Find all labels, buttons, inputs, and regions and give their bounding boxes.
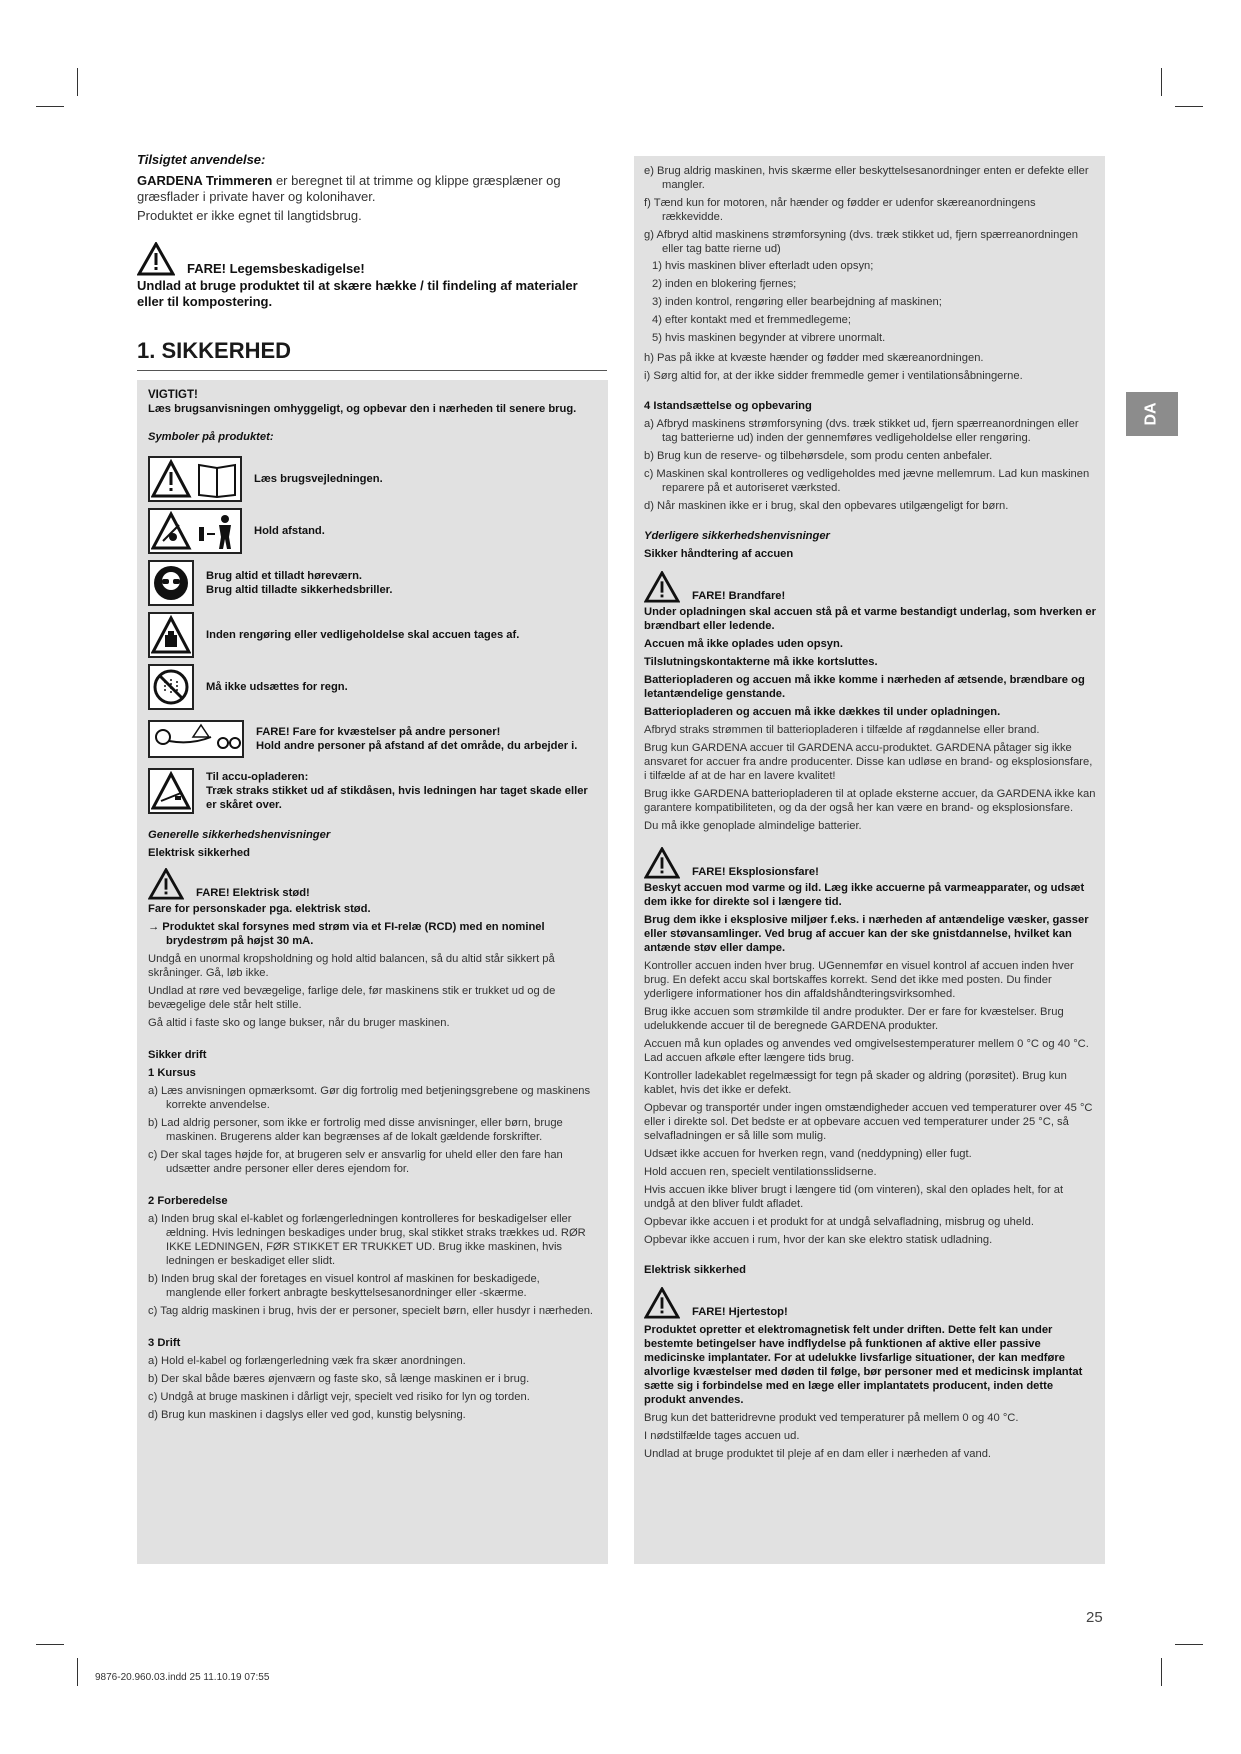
warning-icon xyxy=(137,242,175,276)
not-for-long-use: Produktet er ikke egnet til langtidsbrug. xyxy=(137,208,362,223)
electrical-safety-heading: Elektrisk sikkerhed xyxy=(148,847,250,859)
remove-battery-icon xyxy=(148,612,194,658)
warning-icon xyxy=(644,1287,680,1319)
symbol-text: FARE! Fare for kvæstelser på andre personer! Hold andre personer på afstand af det område, du arbejder i. xyxy=(256,726,578,752)
paragraph: Kontroller ladekablet regelmæssigt for tegn på skader og aldring (porøsitet). Brug kun kablet, hvis det ikke er defekt. xyxy=(644,1070,1067,1096)
bold-paragraph: Batteriopladeren og accuen må ikke dækkes til under opladningen. xyxy=(644,706,1001,718)
crop-mark xyxy=(1161,68,1162,96)
sub-item: 2) inden en blokering fjernes; xyxy=(652,278,797,290)
fire-danger xyxy=(644,571,1096,603)
paragraph: Opbevar og transportér under ingen omstændigheder accuen ved temperaturer over 45 °C eller i direkte sol. Det bedste er at opbevare accuen ved temperaturer under 25 °C, så selvafladningen er så lille som mulig. xyxy=(644,1102,1093,1142)
symbol-text: Inden rengøring eller vedligeholdelse skal accuen tages af. xyxy=(206,629,520,641)
list-item: b) Der skal både bæres øjenværn og faste sko, så længe maskinen er i brug. xyxy=(148,1373,530,1385)
paragraph: Opbevar ikke accuen i et produkt for at undgå selvafladning, misbrug og uheld. xyxy=(644,1216,1034,1228)
battery-heading: Sikker håndtering af accuen xyxy=(644,548,794,560)
paragraph: Brug kun GARDENA accuer til GARDENA accu-produktet. GARDENA påtager sig ikke ansvaret for accuer fra andre producenter. Disse kan udløse en brand- og eksplosionsfare, i tilfælde af at de har en lavere kvalitet! xyxy=(644,742,1093,782)
list-item: g) Afbryd altid maskinens strømforsyning (dvs. træk stikket ud, fjern spærreanordningen eller tag batte rierne ud) xyxy=(644,229,1079,255)
list-item: a) Hold el-kabel og forlængerledning væk fra skær anordningen. xyxy=(148,1355,466,1367)
crop-mark xyxy=(1161,1658,1162,1686)
sub-item: 1) hvis maskinen bliver efterladt uden opsyn; xyxy=(652,260,874,272)
paragraph: Undgå en unormal kropsholdning og hold altid balancen, så du altid står sikkert på skråninger. Gå, løb ikke. xyxy=(148,953,555,979)
paragraph: I nødstilfælde tages accuen ud. xyxy=(644,1430,800,1442)
paragraph: Udsæt ikke accuen for hverken regn, vand (neddypning) eller fugt. xyxy=(644,1148,972,1160)
symbol-no-rain xyxy=(148,664,598,710)
keep-distance-icon xyxy=(148,508,242,554)
list-item: b) Inden brug skal der foretages en visuel kontrol af maskinen for beskadigede, manglende eller forkert anbragte beskyttelsesanordninger eller -skærme. xyxy=(148,1273,540,1299)
crop-mark xyxy=(77,68,78,96)
danger-title: FARE! Eksplosionsfare! xyxy=(692,866,819,878)
more-safety-heading: Yderligere sikkerhedshenvisninger xyxy=(644,530,830,542)
unplug-charger-icon xyxy=(148,768,194,814)
operation-heading: 3 Drift xyxy=(148,1337,181,1349)
symbol-text: Til accu-opladeren: Træk straks stikket ud af stikdåsen, hvis ledningen har taget skade eller er skåret over. xyxy=(206,771,588,811)
paragraph: Du må ikke genoplade almindelige batterier. xyxy=(644,820,862,832)
bold-paragraph: Beskyt accuen mod varme og ild. Læg ikke accuerne på varmeapparater, og udsæt dem ikke for direkte sol i længere tid. xyxy=(644,882,1085,908)
symbol-thrown-objects xyxy=(148,716,598,762)
bold-paragraph: Accuen må ikke oplades uden opsyn. xyxy=(644,638,843,650)
important-label: VIGTIGT! xyxy=(148,389,198,401)
preparation-heading: 2 Forberedelse xyxy=(148,1195,228,1207)
list-item: c) Der skal tages højde for, at brugeren selv er ansvarlig for uheld eller den fare han udsætter andre personer eller deres ejendom for. xyxy=(148,1149,563,1175)
symbol-keep-distance xyxy=(148,508,598,554)
symbol-text: Må ikke udsættes for regn. xyxy=(206,681,348,693)
paragraph: Opbevar ikke accuen i rum, hvor der kan ske elektro statisk udladning. xyxy=(644,1234,993,1246)
symbol-read-manual xyxy=(148,456,598,502)
list-item: e) Brug aldrig maskinen, hvis skærme eller beskyttelsesanordninger enten er defekte eller mangler. xyxy=(644,165,1089,191)
injury-danger xyxy=(137,242,607,276)
explosion-danger xyxy=(644,847,1096,879)
brand-name: GARDENA Trimmeren xyxy=(137,173,273,188)
electric-shock-danger xyxy=(148,868,598,900)
paragraph: Kontroller accuen inden hver brug. UGennemfør en visuel kontrol af accuen inden hver brug. En defekt accu skal bortskaffes korrekt. Send det ikke med posten. Du finder yderligere informationer hos din affaldshåndteringsvirksomhed. xyxy=(644,960,1074,1000)
left-safety-content xyxy=(148,388,598,1426)
list-item: a) Læs anvisningen opmærksomt. Gør dig fortrolig med betjeningsgrebene og maskinens korrekte anvendelse. xyxy=(148,1085,591,1111)
training-heading: 1 Kursus xyxy=(148,1067,196,1079)
bold-paragraph: Batteriopladeren og accuen må ikke komme i nærheden af ætsende, brændbare og letantændelige genstande. xyxy=(644,674,1085,700)
intended-use xyxy=(137,152,607,371)
important-text: Læs brugsanvisningen omhyggeligt, og opbevar den i nærheden til senere brug. xyxy=(148,403,577,415)
paragraph: Hold accuen ren, specielt ventilationsslidserne. xyxy=(644,1166,877,1178)
symbol-text: Brug altid et tilladt høreværn. Brug altid tilladte sikkerhedsbriller. xyxy=(206,570,393,596)
sub-item: 4) efter kontakt med et fremmedlegeme; xyxy=(652,314,851,326)
symbol-protection xyxy=(148,560,598,606)
list-item: d) Brug kun maskinen i dagslys eller ved god, kunstig belysning. xyxy=(148,1409,466,1421)
sub-item: 3) inden kontrol, rengøring eller bearbejdning af maskinen; xyxy=(652,296,942,308)
symbol-text: Læs brugsvejledningen. xyxy=(254,473,383,485)
warning-icon xyxy=(148,868,184,900)
bold-paragraph: Produktet opretter et elektromagnetisk felt under driften. Dette felt kan under bestemte betingelser have indflydelse på funktionen af aktive eller passive medicinske implantater. For at udelukke livsfarlige situationer, der kan medføre alvorlige kvæstelser med døden til følge, bør personer med et medicinsk implantat sætte sig i forbindelse med en læge eller implantatets producent, inden dette produkt anvendes. xyxy=(644,1324,1083,1406)
thrown-objects-icon xyxy=(148,720,244,758)
electrical-safety-heading: Elektrisk sikkerhed xyxy=(644,1264,746,1276)
language-tab[interactable] xyxy=(1126,392,1178,436)
paragraph: Undlad at bruge produktet til pleje af en dam eller i nærheden af vand. xyxy=(644,1448,992,1460)
symbol-text: Hold afstand. xyxy=(254,525,325,537)
no-rain-icon xyxy=(148,664,194,710)
section-title: 1. SIKKERHED xyxy=(137,338,607,371)
danger-title: FARE! Elektrisk stød! xyxy=(196,887,310,899)
list-item: h) Pas på ikke at kvæste hænder og fødder med skæreanordningen. xyxy=(644,352,984,364)
print-footer: 9876-20.960.03.indd 25 11.10.19 07:55 xyxy=(95,1672,270,1683)
ear-eye-protection-icon xyxy=(148,560,194,606)
danger-title: FARE! Brandfare! xyxy=(692,590,786,602)
danger-text: Undlad at bruge produktet til at skære hække / til findeling af materialer eller til kompostering. xyxy=(137,278,578,309)
crop-mark xyxy=(77,1658,78,1686)
bold-paragraph: Tilslutningskontakterne må ikke kortsluttes. xyxy=(644,656,878,668)
paragraph: Accuen må kun oplades og anvendes ved omgivelsestemperaturer mellem 0 °C og 40 °C. Lad accuen afkøle efter længere tids brug. xyxy=(644,1038,1089,1064)
right-safety-content xyxy=(644,164,1096,1465)
list-item: a) Afbryd maskinens strømforsyning (dvs. træk stikket ud, fjern spærreanordningen eller tag batterierne ud) inden der gennemføres vedligeholdelse eller rengøring. xyxy=(644,418,1079,444)
list-item: c) Maskinen skal kontrolleres og vedligeholdes med jævne mellemrum. Lad kun maskinen reparere på et autoriseret værksted. xyxy=(644,468,1090,494)
intended-use-body: er beregnet til at trimme og klippe græsplæner og græsflader i private haver og kolonihaver. xyxy=(137,173,561,204)
general-safety-heading: Generelle sikkerhedshenvisninger xyxy=(148,829,331,841)
crop-mark xyxy=(36,1644,64,1645)
danger-text: Fare for personskader pga. elektrisk stød. xyxy=(148,903,371,915)
cardiac-arrest-danger xyxy=(644,1287,1096,1319)
symbols-heading: Symboler på produktet: xyxy=(148,431,274,443)
maintenance-heading: 4 Istandsættelse og opbevaring xyxy=(644,400,812,412)
list-item: a) Inden brug skal el-kablet og forlængerledningen kontrolleres for beskadigelser eller ældning. Hvis ledningen beskadiges under brug, skal stikket straks trækkes ud. RØR IKKE LEDNINGEN, FØR STIKKET ER TRUKKET UD. Brug ikke maskinen, hvis ledningen er beskadiget eller slidt. xyxy=(148,1213,586,1267)
warning-icon xyxy=(644,847,680,879)
sub-item: 5) hvis maskinen begynder at vibrere unormalt. xyxy=(652,332,886,344)
intended-use-text xyxy=(137,173,607,205)
page-number: 25 xyxy=(1086,1609,1103,1626)
bold-paragraph: Under opladningen skal accuen stå på et varme bestandigt underlag, som hverken er brændbart eller ledende. xyxy=(644,606,1096,632)
paragraph: Hvis accuen ikke bliver brugt i længere tid (om vinteren), skal den oplades helt, for at undgå at den bliver fuldt afladet. xyxy=(644,1184,1064,1210)
rcd-requirement: → Produktet skal forsynes med strøm via et FI-relæ (RCD) med en nominel brydestrøm på højst 30 mA. xyxy=(148,921,545,947)
intended-use-heading: Tilsigtet anvendelse: xyxy=(137,152,266,167)
paragraph: Gå altid i faste sko og lange bukser, når du bruger maskinen. xyxy=(148,1017,450,1029)
paragraph: Undlad at røre ved bevægelige, farlige dele, før maskinens stik er trukket ud og de bevægelige dele står helt stille. xyxy=(148,985,556,1011)
symbol-remove-battery xyxy=(148,612,598,658)
list-item: i) Sørg altid for, at der ikke sidder fremmedle gemer i ventilationsåbningerne. xyxy=(644,370,1023,382)
crop-mark xyxy=(1175,106,1203,107)
crop-mark xyxy=(1175,1644,1203,1645)
bold-paragraph: Brug dem ikke i eksplosive miljøer f.eks. i nærheden af antændelige væsker, gasser eller støvansamlinger. Ved brug af accuer kan der ske gnistdannelse, hvilket kan antænde støv eller dampe. xyxy=(644,914,1089,954)
list-item: c) Tag aldrig maskinen i brug, hvis der er personer, specielt børn, eller husdyr i nærheden. xyxy=(148,1305,594,1317)
symbol-unplug-charger xyxy=(148,768,598,814)
warning-icon xyxy=(644,571,680,603)
list-item: c) Undgå at bruge maskinen i dårligt vejr, specielt ved risiko for lyn og torden. xyxy=(148,1391,530,1403)
language-tab-label: DA xyxy=(1142,402,1160,426)
paragraph: Afbryd straks strømmen til batteriopladeren i tilfælde af røgdannelse eller brand. xyxy=(644,724,1040,736)
paragraph: Brug ikke accuen som strømkilde til andre produkter. Der er fare for kvæstelser. Brug udelukkende accuer til de beregnede GARDENA produkter. xyxy=(644,1006,1064,1032)
danger-title: FARE! Legemsbeskadigelse! xyxy=(187,261,365,276)
list-item: d) Når maskinen ikke er i brug, skal den opbevares utilgængeligt for børn. xyxy=(644,500,1009,512)
danger-title: FARE! Hjertestop! xyxy=(692,1306,788,1318)
paragraph: Brug ikke GARDENA batteriopladeren til at oplade eksterne accuer, da GARDENA ikke kan garantere kompatibiliteten, og da der også her kan være en brand- og eksplosionsfare. xyxy=(644,788,1096,814)
list-item: b) Lad aldrig personer, som ikke er fortrolig med disse anvisninger, eller børn, bruge maskinen. Brugerens alder kan begrænses af de lokalt gældende forskrifter. xyxy=(148,1117,563,1143)
list-item: b) Brug kun de reserve- og tilbehørsdele, som produ centen anbefaler. xyxy=(644,450,993,462)
paragraph: Brug kun det batteridrevne produkt ved temperaturer på mellem 0 og 40 °C. xyxy=(644,1412,1019,1424)
safe-operation-heading: Sikker drift xyxy=(148,1049,207,1061)
list-item: f) Tænd kun for motoren, når hænder og fødder er udenfor skæreanordningens rækkevidde. xyxy=(644,197,1036,223)
read-manual-icon xyxy=(148,456,242,502)
crop-mark xyxy=(36,106,64,107)
